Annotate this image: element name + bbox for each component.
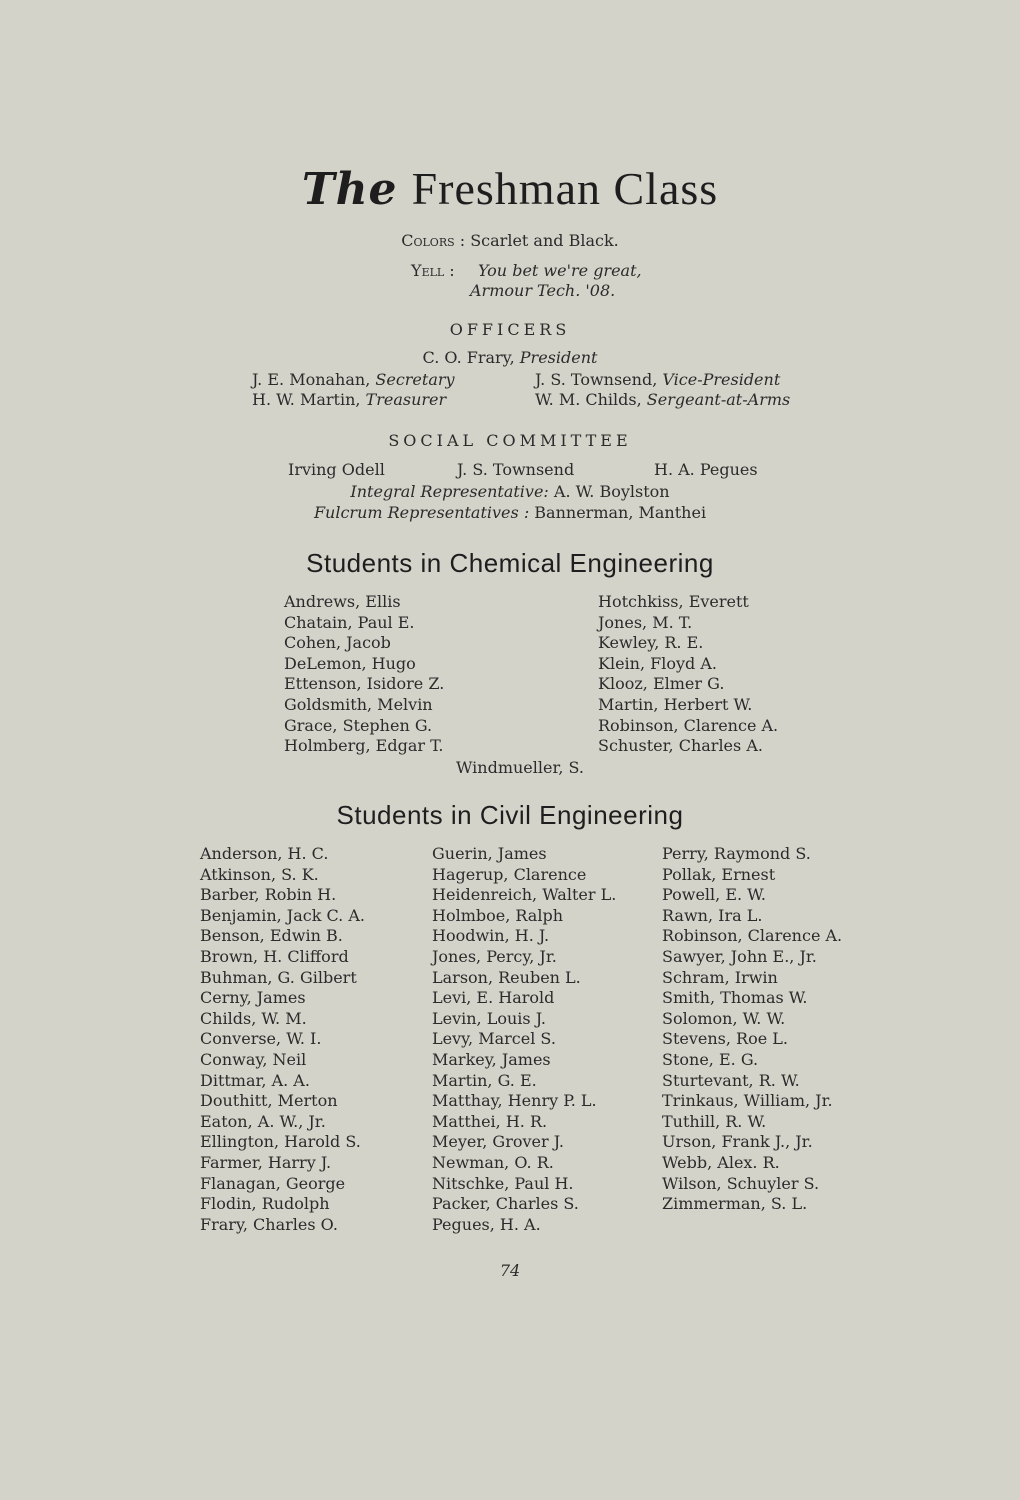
page-number: 74: [499, 1261, 521, 1280]
list-item: Jones, Percy, Jr.: [432, 946, 557, 966]
officer-secretary: J. E. Monahan, Secretary: [252, 370, 455, 389]
title-the: The: [301, 164, 398, 215]
list-item: Robinson, Clarence A.: [598, 715, 779, 735]
list-item: Ettenson, Isidore Z.: [284, 674, 445, 694]
civil-column-1: [200, 844, 365, 1235]
list-item: Schuster, Charles A.: [598, 736, 763, 756]
list-item: Ellington, Harold S.: [200, 1132, 361, 1152]
list-item: Robinson, Clarence A.: [662, 926, 843, 946]
list-item: Smith, Thomas W.: [662, 988, 808, 1008]
officers-heading: OFFICERS: [449, 320, 571, 339]
list-item: Zimmerman, S. L.: [662, 1194, 808, 1214]
list-item: Holmboe, Ralph: [432, 905, 564, 925]
colors-value: Scarlet and Black.: [470, 231, 619, 250]
list-item: Wilson, Schuyler S.: [662, 1173, 820, 1193]
list-item: Schram, Irwin: [662, 967, 778, 987]
yell-line-2: Armour Tech. '08.: [470, 281, 616, 300]
list-item: Jones, M. T.: [598, 612, 693, 632]
civil-heading: Students in Civil Engineering: [336, 800, 684, 830]
list-item: Klein, Floyd A.: [598, 653, 717, 673]
list-item: Stevens, Roe L.: [662, 1029, 788, 1049]
list-item: DeLemon, Hugo: [284, 653, 416, 673]
list-item: Nitschke, Paul H.: [432, 1173, 574, 1193]
list-item: Levin, Louis J.: [432, 1008, 546, 1028]
list-item: Grace, Stephen G.: [284, 715, 433, 735]
list-item: Andrews, Ellis: [284, 592, 401, 611]
list-item: Barber, Robin H.: [200, 885, 337, 905]
list-item: Hotchkiss, Everett: [598, 592, 749, 611]
list-item: Urson, Frank J., Jr.: [662, 1132, 813, 1152]
list-item: Dittmar, A. A.: [200, 1070, 310, 1090]
list-item: Matthay, Henry P. L.: [432, 1091, 597, 1111]
list-item: Benson, Edwin B.: [200, 926, 343, 946]
list-item: Conway, Neil: [200, 1049, 307, 1069]
list-item: Frary, Charles O.: [200, 1214, 338, 1234]
list-item: Levi, E. Harold: [432, 988, 555, 1008]
list-item: Hoodwin, H. J.: [432, 926, 550, 946]
list-item: Windmueller, S.: [456, 758, 585, 777]
list-item: Guerin, James: [432, 844, 547, 863]
list-item: Brown, H. Clifford: [200, 946, 349, 966]
officer-treasurer: H. W. Martin, Treasurer: [252, 390, 447, 409]
list-item: Trinkaus, William, Jr.: [662, 1091, 833, 1111]
list-item: Markey, James: [432, 1049, 551, 1069]
list-item: Packer, Charles S.: [432, 1194, 579, 1214]
list-item: Heidenreich, Walter L.: [432, 885, 617, 905]
list-item: Newman, O. R.: [432, 1152, 554, 1172]
fulcrum-representatives: Fulcrum Representatives : Bannerman, Manthei: [313, 503, 707, 522]
list-item: Perry, Raymond S.: [662, 844, 811, 863]
page-title: [0, 162, 1020, 215]
list-item: Klooz, Elmer G.: [598, 674, 725, 694]
civil-column-2: [432, 844, 616, 1235]
list-item: Flodin, Rudolph: [200, 1194, 330, 1214]
list-item: Cerny, James: [200, 988, 306, 1008]
integral-representative: Integral Representative: A. W. Boylston: [350, 482, 670, 501]
list-item: Flanagan, George: [200, 1173, 346, 1193]
list-item: Larson, Reuben L.: [432, 967, 581, 987]
list-item: Rawn, Ira L.: [662, 905, 763, 925]
chemical-left-column: [284, 592, 444, 757]
list-item: Tuthill, R. W.: [662, 1111, 767, 1131]
list-item: Sawyer, John E., Jr.: [662, 946, 817, 966]
list-item: Converse, W. I.: [200, 1029, 322, 1049]
list-item: Chatain, Paul E.: [284, 612, 415, 632]
list-item: Goldsmith, Melvin: [284, 694, 433, 714]
list-item: Benjamin, Jack C. A.: [200, 905, 365, 925]
list-item: Martin, G. E.: [432, 1070, 537, 1090]
civil-column-3: [662, 844, 842, 1215]
list-item: Webb, Alex. R.: [662, 1152, 780, 1172]
social-member: H. A. Pegues: [654, 460, 758, 479]
chemical-heading: Students in Chemical Engineering: [306, 548, 714, 578]
list-item: Cohen, Jacob: [284, 633, 391, 653]
officer-sergeant: W. M. Childs, Sergeant-at-Arms: [535, 390, 791, 409]
chemical-right-column: [598, 592, 778, 757]
list-item: Pollak, Ernest: [662, 864, 776, 884]
list-item: Hagerup, Clarence: [432, 864, 587, 884]
officer-vice-president: J. S. Townsend, Vice-President: [535, 370, 781, 389]
list-item: Buhman, G. Gilbert: [200, 967, 357, 987]
list-item: Solomon, W. W.: [662, 1008, 786, 1028]
social-member: J. S. Townsend: [457, 460, 575, 479]
list-item: Atkinson, S. K.: [200, 864, 319, 884]
list-item: Meyer, Grover J.: [432, 1132, 564, 1152]
list-item: Farmer, Harry J.: [200, 1152, 332, 1172]
class-colors: [0, 231, 1020, 250]
list-item: Levy, Marcel S.: [432, 1029, 556, 1049]
yell-line-1: You bet we're great,: [478, 261, 642, 280]
list-item: Douthitt, Merton: [200, 1091, 338, 1111]
list-item: Stone, E. G.: [662, 1049, 759, 1069]
list-item: Matthei, H. R.: [432, 1111, 548, 1131]
title-main: Freshman Class: [411, 163, 719, 214]
colors-label: Colors :: [401, 231, 466, 250]
list-item: Sturtevant, R. W.: [662, 1070, 800, 1090]
list-item: Anderson, H. C.: [200, 844, 329, 863]
list-item: Kewley, R. E.: [598, 633, 704, 653]
yell-label: Yell :: [411, 261, 455, 280]
list-item: Childs, W. M.: [200, 1008, 307, 1028]
social-member: Irving Odell: [288, 460, 385, 479]
list-item: Pegues, H. A.: [432, 1214, 541, 1234]
list-item: Eaton, A. W., Jr.: [200, 1111, 326, 1131]
list-item: Powell, E. W.: [662, 885, 766, 905]
list-item: Holmberg, Edgar T.: [284, 736, 444, 756]
social-heading: SOCIAL COMMITTEE: [388, 431, 632, 450]
officer-president: C. O. Frary, President: [422, 348, 598, 367]
list-item: Martin, Herbert W.: [598, 694, 753, 714]
